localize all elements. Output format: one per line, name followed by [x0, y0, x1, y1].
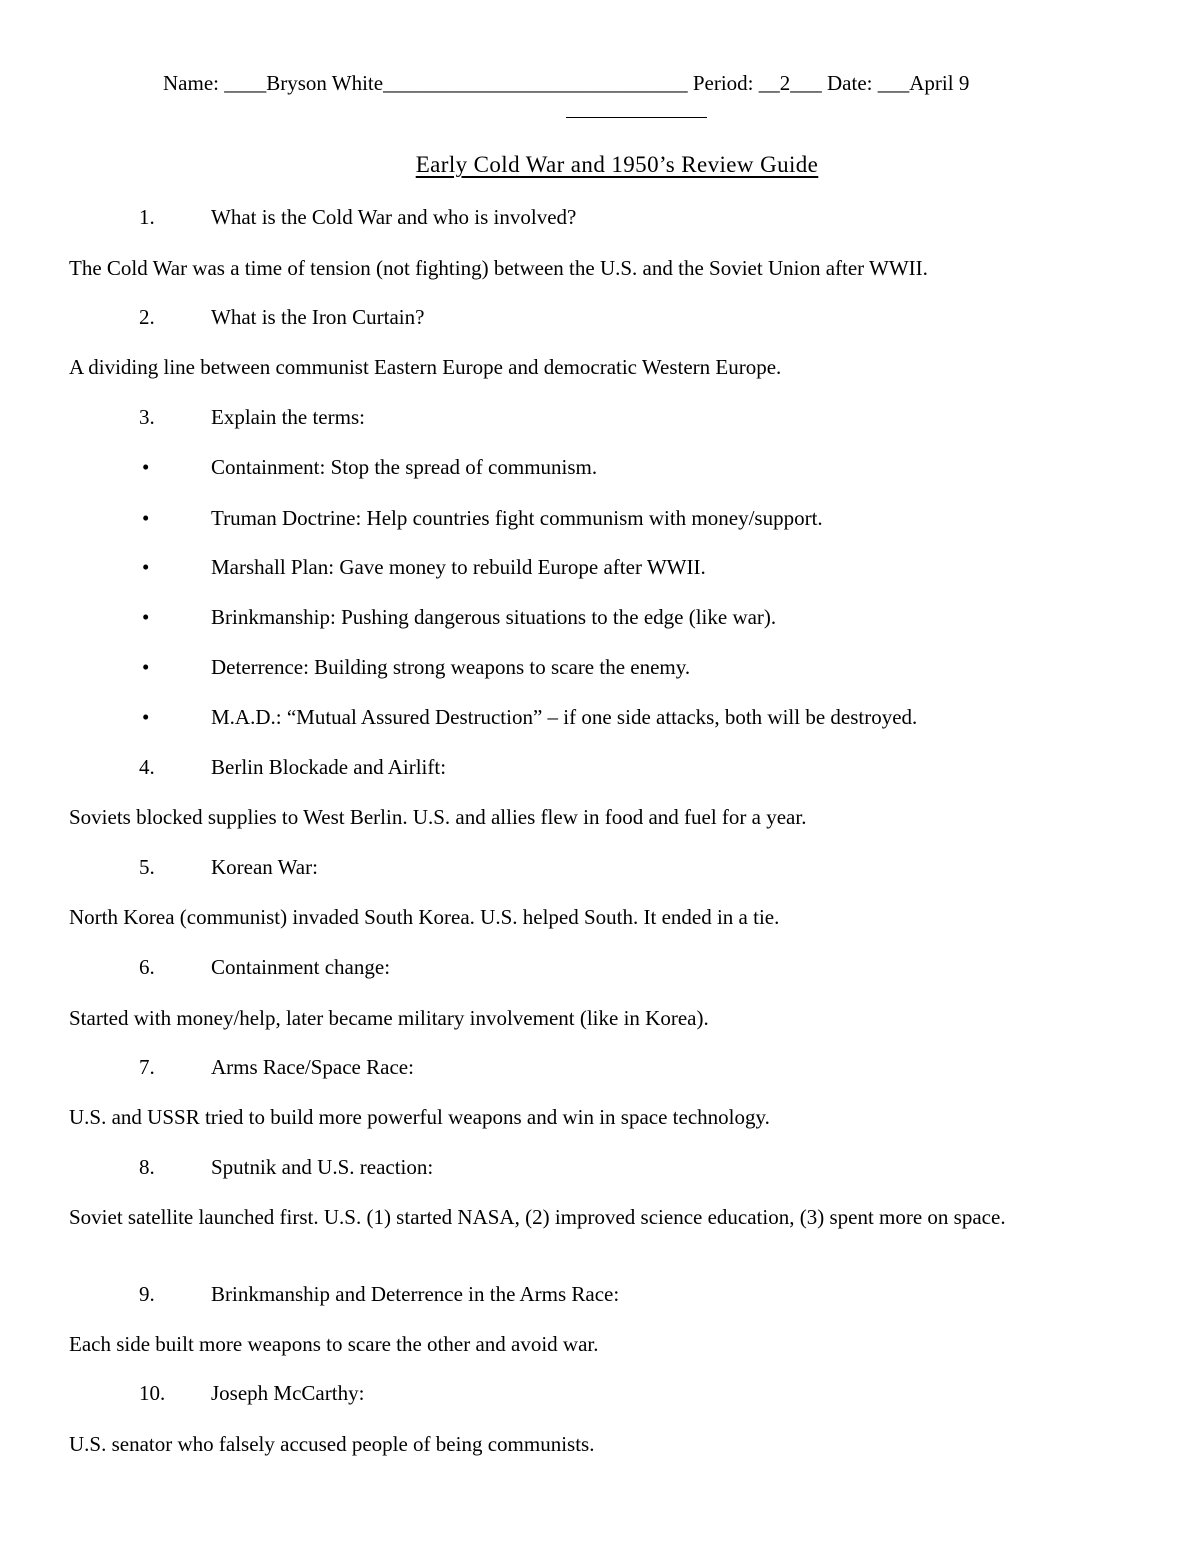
name-label: Name:: [163, 71, 219, 95]
answer-8: Soviet satellite launched first. U.S. (1) started NASA, (2) improved science education, (3) spent more on space.: [69, 1205, 1006, 1229]
question-text: Containment change:: [211, 955, 391, 979]
question-number: 2.: [139, 305, 155, 329]
question-2: [139, 304, 424, 331]
question-text: What is the Iron Curtain?: [211, 305, 425, 329]
question-number: 8.: [139, 1155, 155, 1179]
bullet-icon: •: [142, 705, 150, 729]
term-truman-doctrine: [142, 505, 823, 532]
question-text: Brinkmanship and Deterrence in the Arms Race:: [211, 1282, 620, 1306]
question-number: 9.: [139, 1282, 155, 1306]
period-label: Period:: [692, 71, 754, 95]
question-text: Joseph McCarthy:: [211, 1381, 365, 1405]
term-text: Truman Doctrine: Help countries fight communism with money/support.: [211, 506, 823, 530]
term-text: M.A.D.: “Mutual Assured Destruction” – if one side attacks, both will be destroyed.: [211, 705, 918, 729]
question-6: [139, 954, 390, 981]
question-number: 5.: [139, 855, 155, 879]
term-text: Brinkmanship: Pushing dangerous situations to the edge (like war).: [211, 605, 777, 629]
bullet-icon: •: [142, 555, 150, 579]
term-mad: [142, 704, 917, 731]
question-3: [139, 404, 365, 431]
question-number: 7.: [139, 1055, 155, 1079]
question-1: [139, 204, 576, 231]
answer-10: U.S. senator who falsely accused people of being communists.: [69, 1432, 595, 1456]
question-number: 1.: [139, 205, 155, 229]
answer-7: U.S. and USSR tried to build more powerful weapons and win in space technology.: [69, 1105, 770, 1129]
bullet-icon: •: [142, 605, 150, 629]
question-7: [139, 1054, 414, 1081]
question-number: 10.: [139, 1381, 166, 1405]
answer-1: The Cold War was a time of tension (not fighting) between the U.S. and the Soviet Union after WWII.: [69, 256, 928, 280]
page-title: Early Cold War and 1950’s Review Guide: [415, 152, 819, 177]
term-text: Containment: Stop the spread of communism.: [211, 455, 598, 479]
name-value: ____Bryson White_____________________________: [224, 71, 688, 95]
question-number: 4.: [139, 755, 155, 779]
question-number: 6.: [139, 955, 155, 979]
bullet-icon: •: [142, 506, 150, 530]
question-8: [139, 1154, 433, 1181]
term-marshall-plan: [142, 554, 706, 581]
term-text: Deterrence: Building strong weapons to scare the enemy.: [211, 655, 691, 679]
answer-2: A dividing line between communist Eastern Europe and democratic Western Europe.: [69, 355, 782, 379]
question-text: Sputnik and U.S. reaction:: [211, 1155, 434, 1179]
question-text: Explain the terms:: [211, 405, 365, 429]
date-value: ___April 9: [877, 71, 970, 95]
answer-4: Soviets blocked supplies to West Berlin. U.S. and allies flew in food and fuel for a year.: [69, 805, 807, 829]
question-4: [139, 754, 446, 781]
term-text: Marshall Plan: Gave money to rebuild Europe after WWII.: [211, 555, 706, 579]
answer-5: North Korea (communist) invaded South Korea. U.S. helped South. It ended in a tie.: [69, 905, 780, 929]
question-text: Korean War:: [211, 855, 318, 879]
answer-9: Each side built more weapons to scare the other and avoid war.: [69, 1332, 599, 1356]
bullet-icon: •: [142, 455, 150, 479]
term-containment: [142, 454, 597, 481]
term-deterrence: [142, 654, 690, 681]
term-brinkmanship: [142, 604, 776, 631]
bullet-icon: •: [142, 655, 150, 679]
answer-6: Started with money/help, later became military involvement (like in Korea).: [69, 1006, 709, 1030]
period-value: __2___: [758, 71, 822, 95]
question-5: [139, 854, 318, 881]
question-text: Berlin Blockade and Airlift:: [211, 755, 447, 779]
date-label: Date:: [827, 71, 873, 95]
question-10: [139, 1380, 364, 1407]
date-blank-line: [566, 93, 707, 118]
question-text: Arms Race/Space Race:: [211, 1055, 414, 1079]
question-9: [139, 1281, 619, 1308]
question-number: 3.: [139, 405, 155, 429]
question-text: What is the Cold War and who is involved?: [211, 205, 577, 229]
